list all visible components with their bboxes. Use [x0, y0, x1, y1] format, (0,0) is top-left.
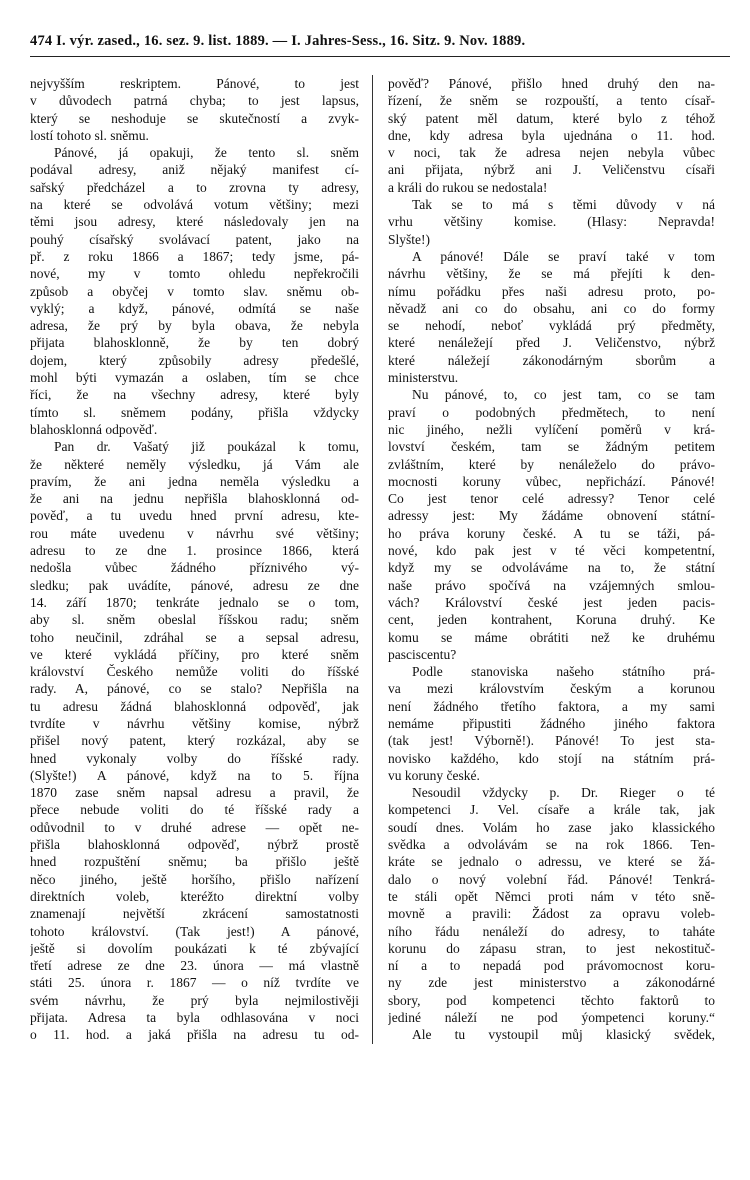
text-line: komu se máme obrátiti než ke druhému	[388, 629, 715, 645]
text-line: nové, kdo pak jest v té věci kompetentní,	[388, 543, 715, 559]
text-line: aby sl. sněm obeslal říšskou radu; sněm	[30, 612, 359, 628]
text-line: něvadž ani co do obsahu, ani co do formy	[388, 300, 715, 316]
left-column	[30, 75, 368, 1044]
text-line: blahosklonná odpověď.	[30, 421, 158, 437]
text-line: hned vykonaly volby do říšské rady.	[30, 750, 359, 766]
text-line: (tak jest! Výborně!). Pánové! To jest sta-	[388, 733, 715, 749]
text-line: říci, že na všechny adresy, které byly	[30, 387, 359, 403]
text-line: ho práva koruny české. A tu se táži, pá-	[388, 525, 715, 541]
text-line: va mezi královstvím českým a korunou	[388, 681, 715, 697]
text-line: dalo o nový volební řád. Pánové! Tenkrá-	[388, 871, 715, 887]
text-line: se nehodí, neboť vykládá prý předměty,	[388, 318, 715, 334]
text-line: ny zde jest ministerstvo a zákonodárné	[388, 975, 715, 991]
text-line: nejvyšším reskriptem. Pánové, to jest	[30, 76, 359, 91]
text-line: že některé neměly výsledku, já Vám ale	[30, 456, 359, 472]
text-line: svědka a odvolávám se na rok 1866. Ten-	[388, 837, 715, 853]
text-line: nové, my v tomto ohledu nepřekročili	[30, 266, 359, 282]
text-line: praví o podobných předmětech, to není	[388, 404, 715, 420]
text-line: rady. A, pánové, co se stalo? Nepřišla na	[30, 681, 359, 697]
text-line: nemáme připustiti žádného jiného faktora	[388, 715, 715, 731]
text-line: adressy jest: My žádáme obnovení státní-	[388, 508, 715, 524]
page-header: 474 I. výr. zased., 16. sez. 9. list. 1889. — I. Jahres-Sess., 16. Sitz. 9. Nov. 1889.	[30, 10, 730, 57]
text-line: přece nebude voliti do té říšské rady a	[30, 802, 359, 818]
text-line: kompetenci J. Vel. císaře a krále tak, jak	[388, 802, 715, 818]
text-line: o 11. hod. a jaká přišla na adresu tu od-	[30, 1027, 359, 1043]
text-line: svém návrhu, že prý byla nejmilostivěji	[30, 992, 359, 1008]
text-line: dne, kdy adresa byla ujednána o 11. hod.	[388, 127, 715, 143]
text-line: Pánové, já opakuji, že tento sl. sněm	[54, 145, 359, 161]
text-line: pasciscentu?	[388, 646, 457, 662]
text-line: které náležejí zákonodárným sborům a	[388, 352, 715, 368]
text-line: těmi jsou adresy, které následovaly jen na	[30, 214, 359, 230]
text-line: není žádného třetího faktora, a my sami	[388, 698, 715, 714]
text-line: Tak se to má s těmi důvody v ná	[412, 197, 715, 213]
text-line: Nu pánové, to, co jest tam, co se tam	[412, 387, 715, 403]
text-line: sařský předcházel a to zrovna ty adresy,	[30, 179, 359, 195]
text-columns	[30, 75, 730, 1044]
text-line: ního řádu nenáleží do adresy, to taháte	[388, 923, 715, 939]
text-line: 14. září 1870; tenkráte jednalo se o tom,	[30, 594, 359, 610]
text-line: hned rozpuštění sněmu; ba přišlo ještě	[30, 854, 359, 870]
text-line: který se neshoduje se skutečností a zvyk-	[30, 110, 359, 126]
text-line: naše právo spočívá na vzájemných smlou-	[388, 577, 715, 593]
text-line: jediné náleží ne pod ýompetenci koruny.“	[388, 1010, 715, 1026]
text-line: nic jiného, nežli vylíčení poměrů v krá-	[388, 421, 715, 437]
text-line: řízení, že sněm se rozpouští, a tento císař-	[388, 93, 715, 109]
text-line: přijata blahosklonně, že by ten dobrý	[30, 335, 359, 351]
text-line: třetí adrese ze dne 23. února — má vlastně	[30, 958, 359, 974]
text-line: lovství českém, tam se žádným petitem	[388, 439, 715, 455]
text-line: cent, jeden kontrahent, Koruna druhý. Ke	[388, 612, 715, 628]
text-line: něco jiného, ještě horšího, přišlo nařízení	[30, 871, 359, 887]
text-line: ve které vykládá příčiny, pro které sněm	[30, 646, 359, 662]
text-line: přišla blahosklonná odpověď, nýbrž prostě	[30, 837, 359, 853]
text-line: soudí dnes. Volám ho zase jako klassického	[388, 819, 715, 835]
text-line: přišel nový patent, který rozkázal, aby se	[30, 733, 359, 749]
text-line: zvláštním, které by nenáleželo do právo-	[388, 456, 715, 472]
text-line: adresa, že prý by byla obava, že nebyla	[30, 318, 359, 334]
text-line: znamenají největší zkrácení samostatnosti	[30, 906, 359, 922]
text-line: pověď? Pánové, přišlo hned druhý den na-	[388, 76, 715, 91]
text-line: když my se odvoláváme na to, že státní	[388, 560, 715, 576]
text-line: vu koruny české.	[388, 767, 480, 783]
text-line: tohoto království. (Tak jest!) A pánové,	[30, 923, 359, 939]
text-line: podával adresy, aniž nějaký manifest cí-	[30, 162, 359, 178]
document-page	[30, 10, 730, 1160]
text-line: tu adresu žádná blahosklonná odpověď, jak	[30, 698, 359, 714]
text-line: A pánové! Dále se praví také v tom	[412, 248, 715, 264]
text-line: že ani na jednu nepřišla blahosklonná od-	[30, 491, 359, 507]
text-line: Co jest tenor celé adressy? Tenor celé	[388, 491, 715, 507]
text-line: toho neučinil, zdráhal se a sepsal adresu,	[30, 629, 359, 645]
text-line: návrhu většiny, že se má přejíti k den-	[388, 266, 715, 282]
text-line: sbory, pod kompetenci těchto faktorů to	[388, 992, 715, 1008]
text-line: novisko každého, kdo stojí na státním prá-	[388, 750, 715, 766]
text-line: nedošla vůbec žádného příznivého vý-	[30, 560, 359, 576]
text-line: rou máte uvedenu v návrhu své většiny;	[30, 525, 359, 541]
text-line: mocnosti koruny vůbec, nepřichází. Pánové!	[388, 473, 715, 489]
text-line: tvrdíte v návrhu většiny komise, nýbrž	[30, 715, 359, 731]
text-line: vrhu většiny komise. (Hlasy: Nepravda!	[388, 214, 715, 230]
text-line: Podle stanoviska našeho státního prá-	[412, 664, 715, 680]
text-line: nímu pořádku přes naši adresu proto, po-	[388, 283, 715, 299]
text-line: a králi do rukou se nedostala!	[388, 179, 548, 195]
text-line: Slyšte!)	[388, 231, 430, 247]
text-line: (Slyšte!) A pánové, když na to 5. října	[30, 767, 359, 783]
text-line: království Českého nemůže voliti do říšské	[30, 664, 359, 680]
text-line: ní a to nepadá pod právomocnost koru-	[388, 958, 715, 974]
text-line: pouhý císařský svolávací patent, jako na	[30, 231, 359, 247]
text-line: vyklý; a když, pánové, odmítá se naše	[30, 300, 359, 316]
text-line: v důvodech patrná chyba; to jest lapsus,	[30, 93, 359, 109]
text-line: te stáli opět Němci proti nám v této sně-	[388, 888, 715, 904]
text-line: ministerstvu.	[388, 370, 459, 386]
text-line: Pan dr. Vašatý již poukázal k tomu,	[54, 439, 359, 455]
text-line: korunu do zápasu stran, to jest nekostituč-	[388, 940, 715, 956]
text-line: pověď, a tu uvedu hned první adresu, kte-	[30, 508, 359, 524]
text-line: na které se odvolává votum většiny; mezi	[30, 197, 359, 213]
text-line: Ale tu vystoupil můj klasický svědek,	[412, 1027, 715, 1043]
text-line: způsob a obyčej v tomto slav. sněmu ob-	[30, 283, 359, 299]
text-line: kráte se jednalo o adressu, ve které se žá-	[388, 854, 715, 870]
text-line: př. z roku 1866 a 1867; tedy jsme, pá-	[30, 248, 359, 264]
text-line: 1870 zase sněm napsal adresu a pravil, že	[30, 785, 359, 801]
column-divider	[372, 75, 373, 1044]
text-line: které nenáležejí před J. Veličenstvo, nýbrž	[388, 335, 715, 351]
text-line: ještě si dovolím poukázati k té zbývající	[30, 940, 359, 956]
text-line: Nesoudil vždycky p. Dr. Rieger o té	[412, 785, 715, 801]
text-line: sledku; pak uvádíte, pánové, adresu ze dne	[30, 577, 359, 593]
text-line: ský patent měl datum, které bylo z téhož	[388, 110, 715, 126]
text-line: ani přijata, nýbrž ani J. Veličenstvu císaři	[388, 162, 715, 178]
text-line: movně a pravili: Žádost za opravu voleb-	[388, 906, 715, 922]
text-line: mohl býti vymazán a oslaben, tím se chce	[30, 370, 359, 386]
text-line: adresu to ze dne 1. prosince 1866, která	[30, 543, 359, 559]
text-line: pravím, že ani jedna neměla výsledku a	[30, 473, 359, 489]
text-line: odůvodnil to v druhé adrese — opět ne-	[30, 819, 359, 835]
text-line: v noci, tak že adresa nejen nebyla vůbec	[388, 145, 715, 161]
text-line: přijata. Adresa ta byla odhlasována v noci	[30, 1010, 359, 1026]
text-line: dojem, který způsobily adresy předešlé,	[30, 352, 359, 368]
text-line: státi 25. února r. 1867 — o níž tvrdíte ve	[30, 975, 359, 991]
right-column	[377, 75, 715, 1044]
text-line: lostí tohoto sl. sněmu.	[30, 127, 149, 143]
text-line: direktních voleb, kteréžto direktní volby	[30, 888, 359, 904]
text-line: tímto sl. sněmem podány, přišla vždycky	[30, 404, 359, 420]
text-line: vách? Království české jest jeden pacis-	[388, 594, 715, 610]
